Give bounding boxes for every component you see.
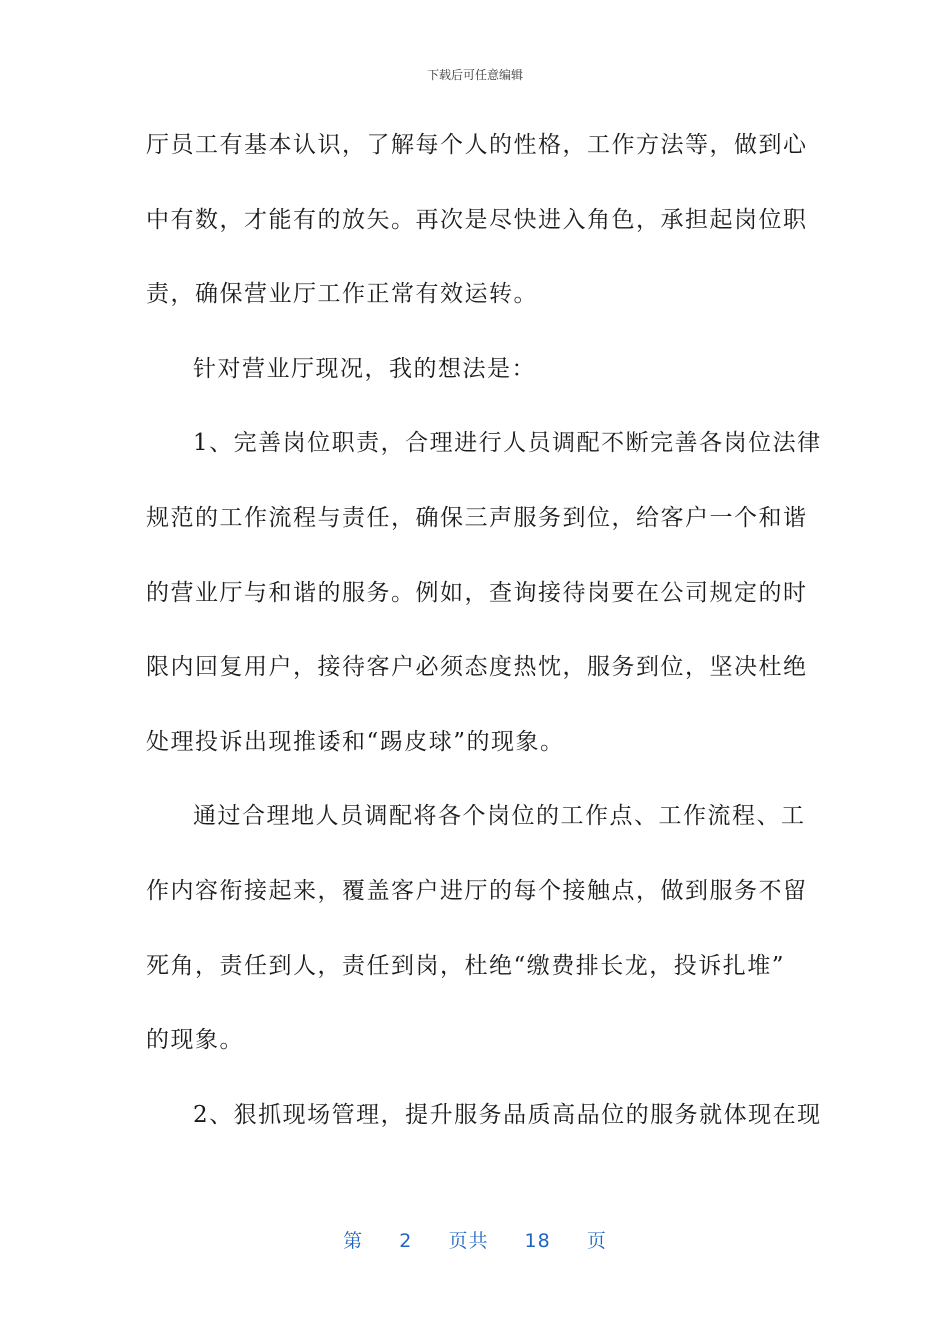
paragraph-start: 1、完善岗位职责，合理进行人员调配不断完善各岗位法律 [193,430,822,457]
footer-middle: 页共 [448,1230,489,1252]
text-line: 作内容衔接起来，覆盖客户进厅的每个接触点，做到服务不留 [146,877,808,904]
paragraph-start: 2、狠抓现场管理，提升服务品质高品位的服务就体现在现 [193,1101,822,1128]
text-line: 死角，责任到人，责任到岗，杜绝“缴费排长龙，投诉扎堆” [146,952,786,979]
text-line: 责，确保营业厅工作正常有效运转。 [146,281,538,308]
page-header: 下载后可任意编辑 [426,68,523,82]
document-body [146,108,822,1152]
current-page-number: 2 [399,1230,413,1252]
text-line: 限内回复用户，接待客户必须态度热忱，服务到位，坚决杜绝 [146,654,808,681]
footer-prefix: 第 [343,1230,364,1252]
text-line: 的现象。 [146,1027,244,1054]
total-page-count: 18 [524,1230,551,1252]
paragraph-start: 通过合理地人员调配将各个岗位的工作点、工作流程、工 [193,803,806,830]
paragraph-start: 针对营业厅现况，我的想法是： [193,355,536,382]
page-footer [0,1226,950,1253]
text-line: 规范的工作流程与责任，确保三声服务到位，给客户一个和谐 [146,504,808,531]
footer-suffix: 页 [586,1230,607,1252]
text-line: 处理投诉出现推诿和“踢皮球”的现象。 [146,728,565,755]
text-line: 的营业厅与和谐的服务。例如，查询接待岗要在公司规定的时 [146,579,808,606]
text-line: 厅员工有基本认识，了解每个人的性格，工作方法等，做到心 [146,132,808,158]
text-line: 中有数，才能有的放矢。再次是尽快进入角色，承担起岗位职 [146,206,808,233]
